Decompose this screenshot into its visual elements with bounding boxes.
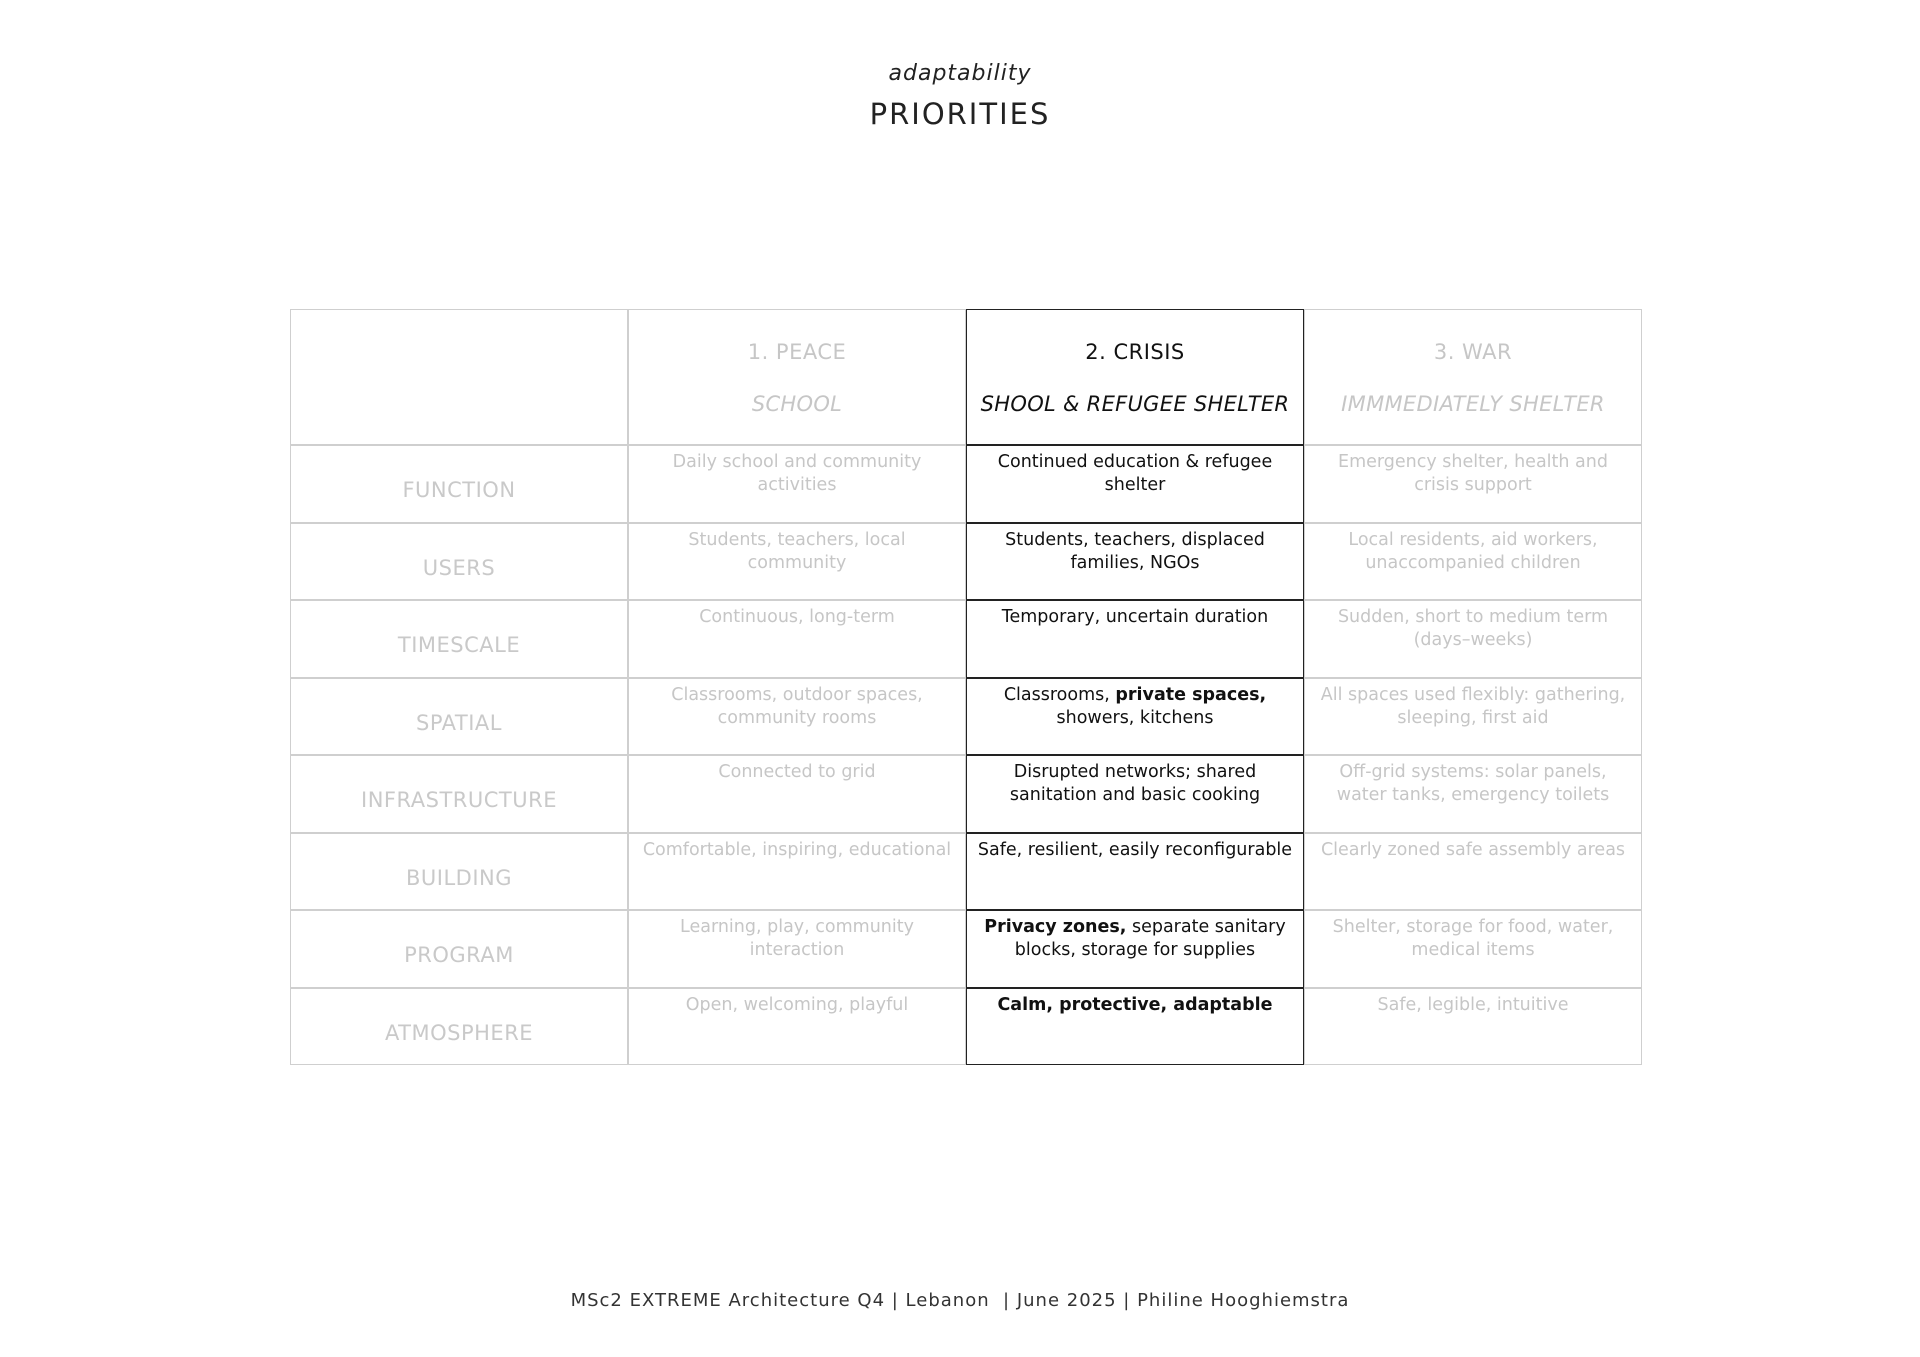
row-label-program: PROGRAM bbox=[290, 910, 628, 988]
cell-war-function bbox=[1304, 445, 1642, 523]
cell-war-spatial bbox=[1304, 678, 1642, 756]
cell-peace-timescale bbox=[628, 600, 966, 678]
cell-war-building bbox=[1304, 833, 1642, 911]
cell-war-timescale bbox=[1304, 600, 1642, 678]
cell-text: Daily school and community activities bbox=[672, 452, 922, 495]
cell-text-bold: private spaces, bbox=[1115, 684, 1267, 705]
cell-text: Continuous, long-term bbox=[699, 607, 895, 627]
cell-peace-program bbox=[628, 910, 966, 988]
cell-text: Sudden, short to medium term (days–weeks) bbox=[1337, 607, 1609, 650]
column-name: IMMMEDIATELY SHELTER bbox=[1341, 392, 1605, 416]
column-name: SCHOOL bbox=[751, 392, 843, 416]
column-header-crisis bbox=[966, 309, 1304, 445]
cell-crisis-users bbox=[966, 523, 1304, 601]
page-subtitle: adaptability bbox=[888, 61, 1032, 86]
cell-crisis-infrastructure bbox=[966, 755, 1304, 833]
column-name: SHOOL & REFUGEE SHELTER bbox=[980, 392, 1290, 416]
cell-text: separate sanitary blocks, storage for supplies bbox=[1014, 917, 1286, 960]
column-number: 2. CRISIS bbox=[1085, 340, 1185, 364]
cell-text: Temporary, uncertain duration bbox=[1001, 607, 1269, 627]
cell-text: Emergency shelter, health and crisis support bbox=[1338, 452, 1608, 495]
page-title: PRIORITIES bbox=[869, 97, 1051, 131]
cell-text: Classrooms, outdoor spaces, community rooms bbox=[671, 684, 923, 728]
cell-peace-atmosphere bbox=[628, 988, 966, 1066]
cell-text: Comfortable, inspiring, educational bbox=[642, 839, 952, 860]
cell-text: Open, welcoming, playful bbox=[685, 994, 909, 1015]
cell-text: All spaces used flexibly: gathering, sleeping, first aid bbox=[1320, 684, 1626, 728]
cell-crisis-spatial bbox=[966, 678, 1304, 756]
cell-text: Disrupted networks; shared sanitation and basic cooking bbox=[1009, 762, 1261, 805]
cell-text: Classrooms, bbox=[1003, 684, 1116, 705]
row-label-spatial: SPATIAL bbox=[290, 678, 628, 756]
cell-text: Learning, play, community interaction bbox=[680, 917, 914, 960]
cell-crisis-building bbox=[966, 833, 1304, 911]
cell-peace-spatial bbox=[628, 678, 966, 756]
cell-peace-building bbox=[628, 833, 966, 911]
cell-text: Local residents, aid workers, unaccompanied children bbox=[1348, 529, 1598, 573]
cell-text-bold: Calm, protective, adaptable bbox=[997, 994, 1273, 1015]
column-header-peace bbox=[628, 309, 966, 445]
cell-text: Students, teachers, local community bbox=[688, 529, 906, 573]
row-label-building: BUILDING bbox=[290, 833, 628, 911]
priorities-table bbox=[290, 309, 1642, 1065]
row-label-infrastructure: INFRASTRUCTURE bbox=[290, 755, 628, 833]
cell-text: Shelter, storage for food, water, medical items bbox=[1332, 917, 1614, 960]
row-label-function: FUNCTION bbox=[290, 445, 628, 523]
cell-peace-users bbox=[628, 523, 966, 601]
cell-war-atmosphere bbox=[1304, 988, 1642, 1066]
column-number: 3. WAR bbox=[1433, 340, 1513, 364]
cell-peace-function bbox=[628, 445, 966, 523]
priorities-grid bbox=[290, 309, 1642, 1065]
cell-text: Safe, resilient, easily reconfigurable bbox=[977, 839, 1293, 860]
column-number: 1. PEACE bbox=[747, 340, 847, 364]
cell-crisis-program bbox=[966, 910, 1304, 988]
cell-war-users bbox=[1304, 523, 1642, 601]
cell-crisis-timescale bbox=[966, 600, 1304, 678]
column-header-war bbox=[1304, 309, 1642, 445]
row-label-timescale: TIMESCALE bbox=[290, 600, 628, 678]
row-label-atmosphere: ATMOSPHERE bbox=[290, 988, 628, 1066]
row-label-users: USERS bbox=[290, 523, 628, 601]
cell-text: Safe, legible, intuitive bbox=[1377, 994, 1569, 1015]
cell-text: Continued education & refugee shelter bbox=[997, 452, 1273, 495]
footer: MSc2 EXTREME Architecture Q4 | Lebanon | June 2025 | Philine Hooghiemstra bbox=[570, 1290, 1350, 1311]
cell-text: showers, kitchens bbox=[1056, 707, 1214, 728]
cell-text: Connected to grid bbox=[718, 762, 876, 782]
cell-text: Students, teachers, displaced families, NGOs bbox=[1005, 529, 1265, 573]
cell-text: Clearly zoned safe assembly areas bbox=[1320, 839, 1626, 860]
cell-peace-infrastructure bbox=[628, 755, 966, 833]
cell-text: Off-grid systems: solar panels, water tanks, emergency toilets bbox=[1336, 762, 1610, 805]
cell-crisis-atmosphere bbox=[966, 988, 1304, 1066]
cell-war-infrastructure bbox=[1304, 755, 1642, 833]
page-header bbox=[0, 60, 1920, 132]
cell-text-bold: Privacy zones, bbox=[984, 917, 1127, 937]
cell-crisis-function bbox=[966, 445, 1304, 523]
cell-war-program bbox=[1304, 910, 1642, 988]
table-corner-cell bbox=[290, 309, 628, 445]
